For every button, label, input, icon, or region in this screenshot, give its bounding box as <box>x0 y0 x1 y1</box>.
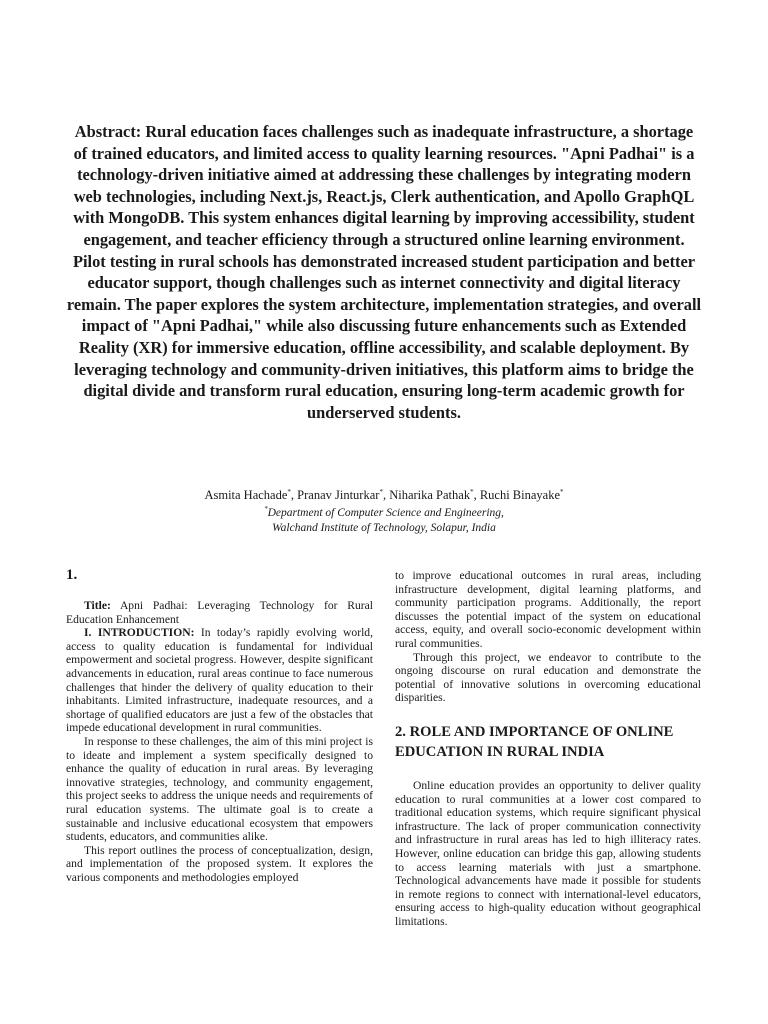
author-name: Asmita Hachade <box>204 488 288 503</box>
section-heading: 2. ROLE AND IMPORTANCE OF ONLINE EDUCATION IN RURAL INDIA <box>395 723 674 760</box>
author-name: Niharika Pathak <box>389 488 471 503</box>
affiliation <box>66 502 702 536</box>
affiliation-department: *Department of Computer Science and Engineering, <box>264 505 504 519</box>
body-paragraph: Through this project, we endeavor to contribute to the ongoing discourse on rural education and demonstrate the potential of innovative solutions in overcoming educational disparities. <box>395 650 701 705</box>
affiliation-mark: * <box>264 505 268 513</box>
introduction-text: In today’s rapidly evolving world, access to quality education is fundamental for individual empowerment and societal progress. However, despite significant advancements in education, rural areas continue to face numerous challenges that hinder the delivery of quality education to their inhabitants. Limited infrastructure, inadequate resources, and a shortage of qualified educators are just a few of the obstacles that impede educational development in rural communities. <box>66 626 374 735</box>
body-paragraph: Online education provides an opportunity to deliver quality education to rural communities at a lower cost compared to traditional education systems, which require significant physical infrastructure. The lack of proper communication connectivity and infrastructure in rural areas has led to high illiteracy rates. However, online education can bridge this gap, allowing students to access learning materials with just a smartphone. Technological advancements have made it possible for students in remote regions to connect with international-level educators, ensuring access to high-quality education without geographical limitations. <box>395 778 701 928</box>
author-mark: * <box>379 488 383 496</box>
author-mark: * <box>560 488 564 496</box>
abstract: Abstract: Rural education faces challenges such as inadequate infrastructure, a shortage of trained educators, and limited access to quality learning resources. "Apni Padhai" is a technology-driven initiative aimed at addressing these challenges by integrating modern web technologies, including Next.js, React.js, Clerk authentication, and Apollo GraphQL with MongoDB. This system enhances digital learning by improving accessibility, student engagement, and teacher efficiency through a structured online learning environment. Pilot testing in rural schools has demonstrated increased student participation and better educator support, though challenges such as internet connectivity and digital literacy remain. The paper explores the system architecture, implementation strategies, and overall impact of "Apni Padhai," while also discussing future enhancements such as Extended Reality (XR) for immersive education, offline accessibility, and scalable deployment. By leveraging technology and community-driven initiatives, this platform aims to bridge the digital divide and transform rural education, ensuring long-term academic growth for underserved students. <box>66 122 702 422</box>
author-name: Pranav Jinturkar <box>297 488 380 503</box>
body-paragraph: In response to these challenges, the aim of this mini project is to ideate and implement a system specifically designed to enhance the quality of education in rural areas. By leveraging innovative strategies, technology, and community engagement, this project seeks to address the unique needs and requirements of rural education systems. The ultimate goal is to create a sustainable and inclusive educational ecosystem that empowers students, educators, and communities alike. <box>66 734 373 844</box>
author-mark: * <box>470 488 474 496</box>
left-column <box>66 566 373 884</box>
author-mark: * <box>287 488 291 496</box>
right-column <box>395 569 701 928</box>
introduction-paragraph <box>66 626 373 735</box>
body-paragraph-continued: to improve educational outcomes in rural areas, including infrastructure development, digital learning platforms, and community participation programs. Additionally, the report discusses the potential impact of the system on educational access, equity, and overall socio-economic development within rural communities. <box>395 569 701 650</box>
affiliation-institute: Walchand Institute of Technology, Solapur, India <box>272 521 496 534</box>
section-number: 1. <box>66 567 78 583</box>
title-label: Title: <box>84 599 111 612</box>
title-text: Apni Padhai: Leveraging Technology for Rural Education Enhancement <box>66 599 373 626</box>
paper-title-paragraph <box>66 599 373 626</box>
introduction-heading: I. INTRODUCTION: <box>84 626 195 640</box>
body-paragraph: This report outlines the process of conceptualization, design, and implementation of the proposed system. It explores the various components and methodologies employed <box>66 843 373 884</box>
author-list: Asmita Hachade*, Pranav Jinturkar*, Niharika Pathak*, Ruchi Binayake* <box>204 488 564 503</box>
author-name: Ruchi Binayake <box>479 488 561 503</box>
